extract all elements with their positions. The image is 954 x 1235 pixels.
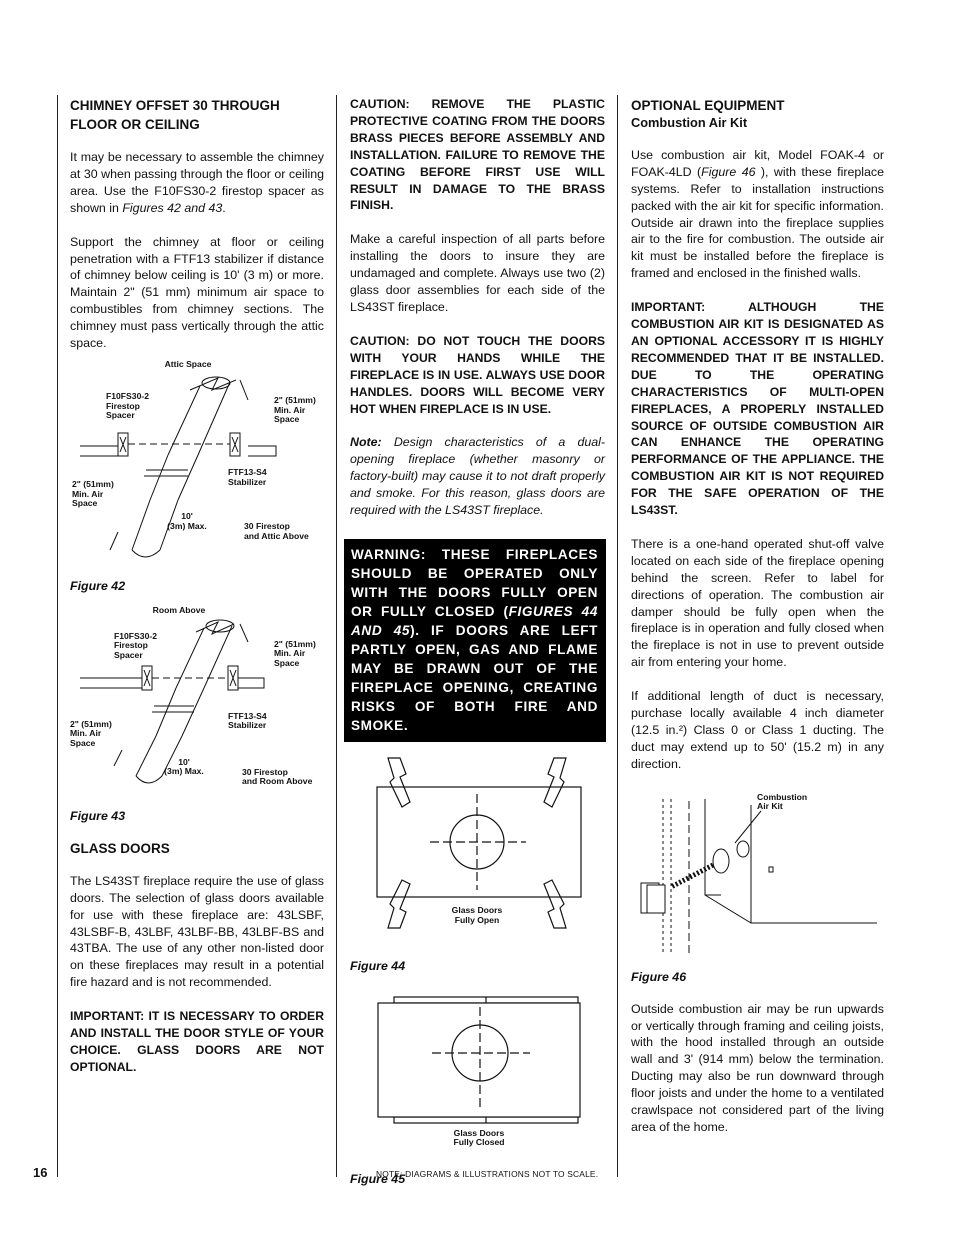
fig43-firestop-label: 30 Firestop and Room Above xyxy=(242,766,313,787)
column-divider-middle xyxy=(336,95,337,1177)
air-kit-important: IMPORTANT: ALTHOUGH THE COMBUSTION AIR KIT IS DESIGNATED AS AN OPTIONAL ACCESSORY IT IS HIGHLY RECOMMENDED THAT IT BE INSTALLED. DUE TO THE OPERATING CHARACTERISTICS OF MULTI-OPEN FIREPLACES, A PROPERLY INSTALLED SOURCE OF OUTSIDE COMBUSTION AIR CAN ENHANCE THE OPERATING PERFORMANCE OF THE APPLIANCE. THE COMBUSTION AIR KIT IS NOT REQUIRED FOR THE SAFE OPERATION OF THE LS43ST. xyxy=(631,300,884,518)
fig43-stabilizer-label: FTF13-S4 Stabilizer xyxy=(228,710,267,731)
figure-44-doors-open xyxy=(350,752,605,942)
fig42-firestop-label: 30 Firestop and Attic Above xyxy=(244,520,309,541)
page-number: 16 xyxy=(33,1165,48,1180)
glass-doors-heading: GLASS DOORS xyxy=(70,840,170,856)
air-kit-paragraph-1: Use combustion air kit, Model FOAK-4 or FOAK-4LD (Figure 46 ), with these fireplace systems. Refer to installation instructions packed with the air kit for specific information. Outside air drawn into the fireplace supplies air to the fire for combustion. The outside air kit must be installed before the fireplace is framed and enclosed in the finished walls. xyxy=(631,147,884,281)
combustion-air-kit-subheading: Combustion Air Kit xyxy=(631,115,748,130)
figure-46-caption: Figure 46 xyxy=(631,969,687,984)
column-divider-right xyxy=(617,95,618,1177)
fig43-air-right-label: 2" (51mm) Min. Air Space xyxy=(274,638,316,669)
warning-box: WARNING: THESE FIREPLACES SHOULD BE OPERATED ONLY WITH THE DOORS FULLY OPEN OR FULLY CLOSED (FIGURES 44 AND 45). IF DOORS ARE LEFT PARTLY OPEN, GAS AND FLAME MAY BE DRAWN OUT OF THE FIREPLACE OPENING, CREATING RISKS OF BOTH FIRE AND SMOKE. xyxy=(344,539,606,742)
figure-42-chimney-offset-attic xyxy=(70,360,324,572)
inspection-paragraph: Make a careful inspection of all parts before installing the doors to insure they are undamaged and complete. Always use two (2) glass door assemblies for each side of the LS43ST fireplace. xyxy=(350,232,605,314)
fig42-stabilizer-label: FTF13-S4 Stabilizer xyxy=(228,466,267,487)
air-kit-diagram xyxy=(631,787,884,957)
fig42-top-label: Attic Space xyxy=(164,358,212,369)
chimney-offset-heading: CHIMNEY OFFSET 30 THROUGH FLOOR OR CEILING xyxy=(70,98,280,132)
optional-equipment-heading: OPTIONAL EQUIPMENT xyxy=(631,98,785,113)
outside-air-paragraph: Outside combustion air may be run upwards or vertically through framing and ceiling joists, with the hood installed through an outside wall and 3' (914 mm) below the termination. Ducting may also be run downward through floor joists and under the home to a ventilated crawlspace not considered part of the living area of the home. xyxy=(631,1001,884,1134)
caution-hot-doors: CAUTION: DO NOT TOUCH THE DOORS WITH YOUR HANDS WHILE THE FIREPLACE IS IN USE. ALWAYS USE DOOR HANDLES. DOORS WILL BECOME VERY HOT WHEN FIREPLACE IS IN USE. xyxy=(350,333,605,416)
duct-length-paragraph: If additional length of duct is necessary, purchase locally available 4 inch diameter (12.5 in.²) Class 0 or Class 1 ducting. The duct may extend up to 50' (15.2 m) in any direction. xyxy=(631,689,884,771)
glass-doors-important: IMPORTANT: IT IS NECESSARY TO ORDER AND INSTALL THE DOOR STYLE OF YOUR CHOICE. GLASS DOORS ARE NOT OPTIONAL. xyxy=(70,1009,324,1074)
fig42-air-left-label: 2" (51mm) Min. Air Space xyxy=(72,478,114,509)
caution-remove-coating: CAUTION: REMOVE THE PLASTIC PROTECTIVE COATING FROM THE DOORS BRASS PIECES BEFORE ASSEMBLY AND INSTALLATION. FAILURE TO REMOVE THE COATING BEFORE FIRST USE WILL RESULT IN DAMAGE TO THE BRASS FINISH. xyxy=(350,97,605,213)
fig43-spacer-label: F10FS30-2 Firestop Spacer xyxy=(114,630,157,661)
fig42-distance-label: 10' (3m) Max. xyxy=(167,510,207,531)
fig42-air-right-label: 2" (51mm) Min. Air Space xyxy=(274,394,316,425)
figure-45-doors-closed xyxy=(350,997,605,1161)
figure-45-caption: Figure 45 xyxy=(350,1171,406,1186)
chimney-paragraph-2: Support the chimney at floor or ceiling penetration with a FTF13 stabilizer if distance of chimney below ceiling is 10' (3 m) or more. Maintain 2" (51 mm) minimum air space to combustibles from chimney sections. The chimney must pass vertically through the attic space. xyxy=(70,234,324,351)
shutoff-valve-paragraph: There is a one-hand operated shut-off valve located on each side of the fireplace opening behind the screen. Refer to label for directions of operation. The combustion air damper should be fully open when the fireplace is in operation and fully closed when the fireplace is not in use to prevent outside air from entering your home. xyxy=(631,536,884,670)
figure-43-caption: Figure 43 xyxy=(70,808,126,823)
figure-42-caption: Figure 42 xyxy=(70,578,126,593)
glass-doors-paragraph: The LS43ST fireplace require the use of glass doors. The selection of glass doors available for use with these fireplace are: 43LSBF, 43LSBF-B, 43LBF, 43LBF-BB, 43LBF-BS and 43TBA. The use of any other non-listed door on these fireplaces may result in a potential fire hazard and is not recommended. xyxy=(70,873,324,990)
fig46-label: Combustion Air Kit xyxy=(757,791,808,812)
chimney-paragraph-1: It may be necessary to assemble the chimney at 30 when passing through the floor or ceiling area. Use the F10FS30-2 firestop spacer as shown in Figures 42 and 43. xyxy=(70,150,324,215)
fig43-distance-label: 10' (3m) Max. xyxy=(164,756,204,777)
fig44-label: Glass Doors Fully Open xyxy=(451,904,503,925)
column-1 xyxy=(70,96,324,1076)
scale-note: NOTE: DIAGRAMS & ILLUSTRATIONS NOT TO SCALE. xyxy=(376,1169,599,1179)
fig45-label: Glass Doors Fully Closed xyxy=(453,1127,505,1148)
column-divider-left xyxy=(57,95,58,1177)
figure-46-combustion-air-kit xyxy=(631,787,884,957)
fig43-top-label: Room Above xyxy=(152,604,206,615)
column-2 xyxy=(350,96,605,1188)
design-note: Note: Design characteristics of a dual-opening fireplace (whether masonry or factory-built) may cause it to not draft properly and smoke. For this reason, glass doors are required with the LS43ST fireplace. xyxy=(350,435,605,518)
figure-44-caption: Figure 44 xyxy=(350,958,406,973)
column-3 xyxy=(631,96,884,1136)
fig43-air-left-label: 2" (51mm) Min. Air Space xyxy=(70,718,112,749)
fig42-spacer-label: F10FS30-2 Firestop Spacer xyxy=(106,390,149,421)
figure-43-chimney-offset-room xyxy=(70,606,324,804)
